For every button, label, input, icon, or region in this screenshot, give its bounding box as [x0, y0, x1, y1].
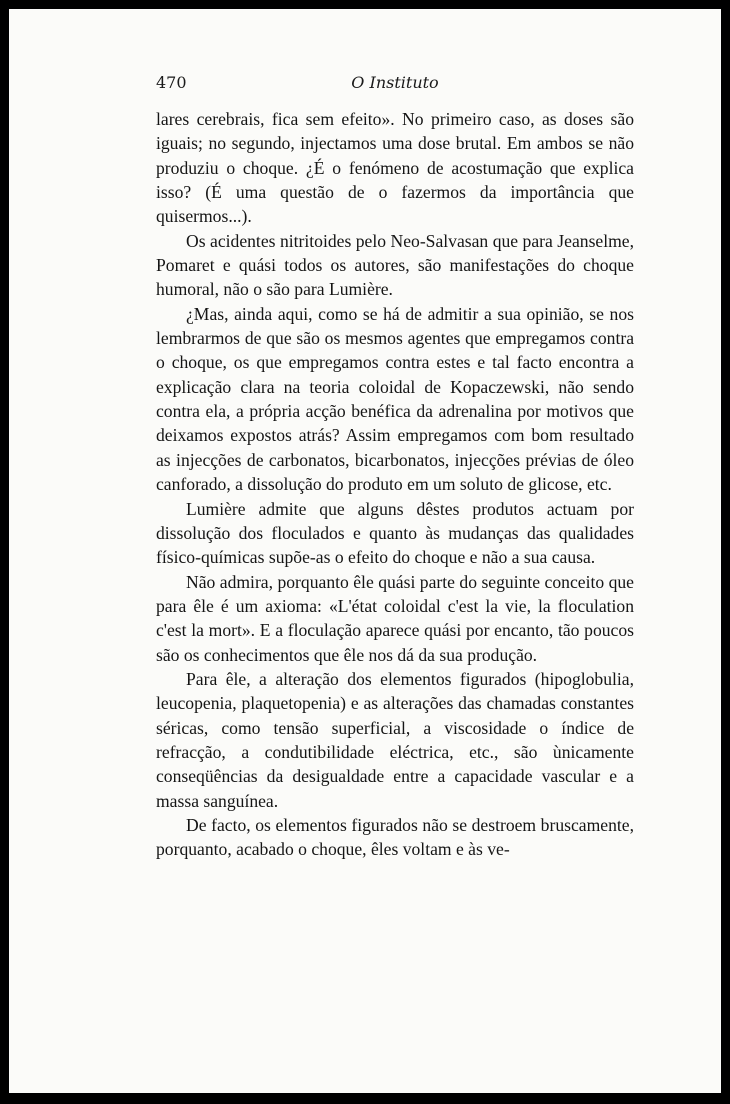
paragraph-continues: De facto, os elementos figurados não se destroem bruscamente, porquanto, acabado o choque, êles voltam e às ve-: [156, 814, 634, 860]
paragraph-continued: lares cerebrais, fica sem efeito». No primeiro caso, as doses são iguais; no segundo, injectamos uma dose brutal. Em ambos se não produziu o choque. ¿É o fenómeno de acostumação que explica isso? (É uma questão de o fazermos da importância que quisermos...).: [156, 109, 634, 227]
paragraph: Não admira, porquanto êle quási parte do seguinte conceito que para êle é um axioma: «L'état coloidal c'est la vie, la floculation c'est la mort». E a floculação aparece quási por encanto, tão poucos são os conhecimentos que êle nos dá da sua produção.: [156, 571, 634, 665]
paragraph: ¿Mas, ainda aqui, como se há de admitir a sua opinião, se nos lembrarmos de que são os mesmos agentes que empregamos contra o choque, os que empregamos contra estes e tal facto encontra a explicação clara na teoria coloidal de Kopaczewski, não sendo contra ela, a própria acção benéfica da adrenalina por motivos que deixamos expostos atrás? Assim empregamos com bom resultado as injecções de carbonatos, bicarbonatos, injecções prévias de óleo canforado, a dissolução do produto em um soluto de glicose, etc.: [156, 303, 634, 495]
running-title: O Instituto: [351, 73, 439, 92]
body-text: [156, 107, 634, 862]
page-number: 470: [156, 73, 187, 92]
paragraph: Lumière admite que alguns dêstes produtos actuam por dissolução dos floculados e quanto às mudanças das qualidades físico-químicas supõe-as o efeito do choque e não a sua causa.: [156, 498, 634, 568]
paragraph: Os acidentes nitritoides pelo Neo-Salvasan que para Jeanselme, Pomaret e quási todos os autores, são manifestações do choque humoral, não o são para Lumière.: [156, 230, 634, 300]
book-page: [9, 9, 721, 1093]
paragraph: Para êle, a alteração dos elementos figurados (hipoglobulia, leucopenia, plaquetopenia) e as alterações das chamadas constantes séricas, como tensão superficial, a viscosidade o índice de refracção, a condutibilidade eléctrica, etc., são ùnicamente conseqüências da desigualdade entre a capacidade vascular e a massa sanguínea.: [156, 668, 634, 811]
page-header: [156, 73, 634, 97]
